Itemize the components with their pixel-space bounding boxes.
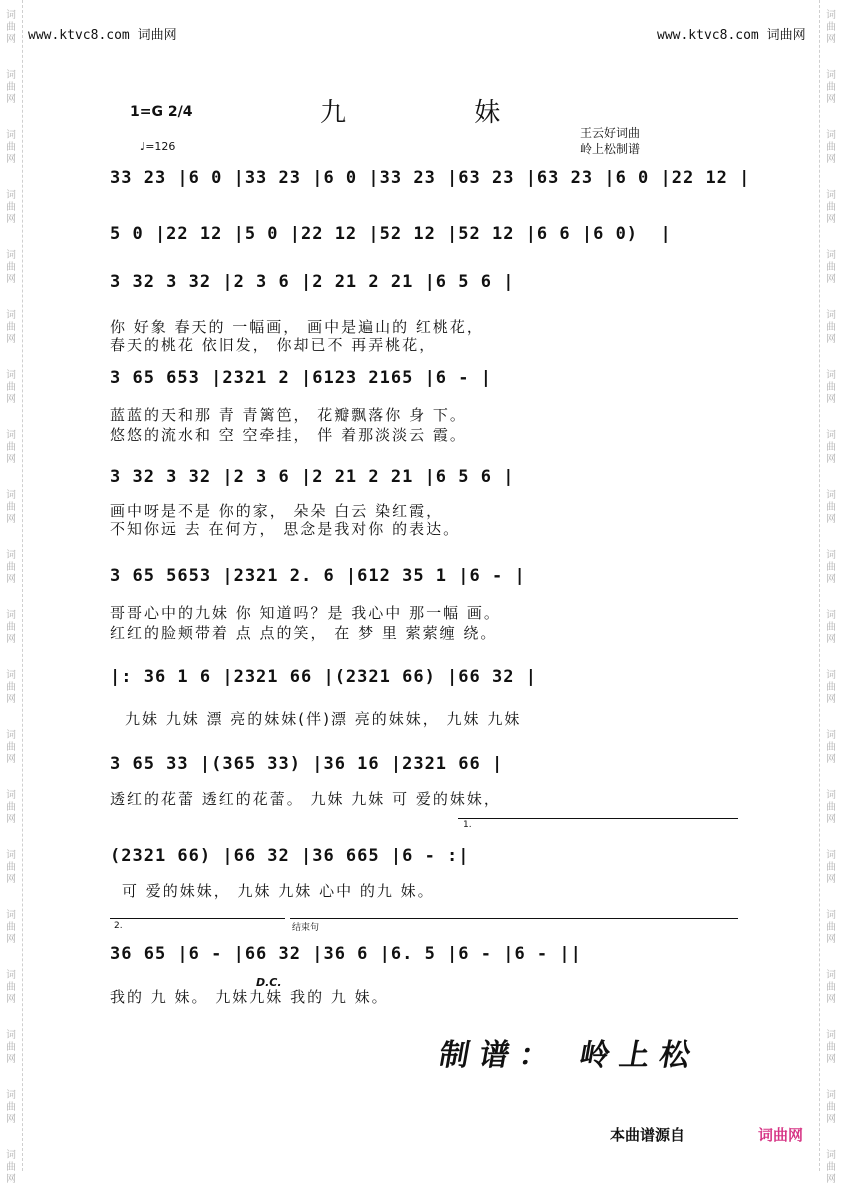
right-margin: [819, 0, 842, 1185]
side-watermark-char: 曲: [6, 922, 16, 933]
side-watermark-char: 网: [6, 94, 16, 105]
notation-row-5: |: 36 1 6 |2321 66 |(2321 66) |66 32 |: [110, 667, 537, 687]
side-watermark-char: 曲: [6, 442, 16, 453]
key-signature: 1=G 2/4: [130, 104, 193, 120]
side-watermark-char: 词: [6, 670, 16, 681]
credit-transcriber: 岭上松制谱: [580, 142, 641, 156]
side-watermark-char: 曲: [6, 802, 16, 813]
side-watermark-char: 曲: [6, 862, 16, 873]
side-watermark-char: 曲: [6, 1102, 16, 1113]
side-watermark-char: 词: [6, 70, 16, 81]
side-watermark-char: 词: [6, 1090, 16, 1101]
side-watermark-char: 词: [6, 790, 16, 801]
side-watermark-char: 曲: [826, 802, 836, 813]
side-watermark-char: 曲: [826, 742, 836, 753]
side-watermark-char: 网: [6, 394, 16, 405]
tempo-mark: ♩=126: [140, 140, 176, 153]
notation-intro-1: 33 23 |6 0 |33 23 |6 0 |33 23 |63 23 |63 23 |6 0 |22 12 |: [110, 168, 751, 188]
side-watermark-char: 词: [826, 1150, 836, 1161]
side-watermark-char: 曲: [826, 22, 836, 33]
side-watermark-char: 曲: [826, 1162, 836, 1173]
lyric-row-8: 我的 九 妹。 九妹九妹 我的 九 妹。: [110, 988, 389, 1006]
ending-label: 结束句: [292, 923, 320, 933]
side-watermark-char: 曲: [6, 322, 16, 333]
side-watermark-char: 网: [826, 514, 836, 525]
ending-bracket: [290, 918, 738, 919]
side-watermark-char: 网: [6, 754, 16, 765]
side-watermark-char: 网: [6, 874, 16, 885]
side-watermark-char: 曲: [826, 622, 836, 633]
side-watermark-char: 网: [826, 1054, 836, 1065]
side-watermark-char: 网: [6, 694, 16, 705]
lyric-row-5: 九妹 九妹 漂 亮的妹妹(伴)漂 亮的妹妹， 九妹 九妹: [125, 710, 522, 728]
side-watermark-char: 曲: [826, 502, 836, 513]
side-watermark-char: 词: [6, 190, 16, 201]
side-watermark-char: 曲: [826, 682, 836, 693]
lyric-row-2b: 悠悠的流水和 空 空牵挂， 伴 着那淡淡云 霞。: [110, 426, 467, 444]
side-watermark-char: 曲: [6, 622, 16, 633]
side-watermark-char: 网: [826, 274, 836, 285]
side-watermark-char: 词: [826, 1090, 836, 1101]
side-watermark-char: 曲: [826, 1042, 836, 1053]
side-watermark-char: 词: [826, 610, 836, 621]
side-watermark-char: 词: [826, 490, 836, 501]
side-watermark-char: 曲: [6, 742, 16, 753]
side-watermark-char: 网: [826, 94, 836, 105]
side-watermark-char: 网: [826, 34, 836, 45]
lyric-row-6: 透红的花蕾 透红的花蕾。 九妹 九妹 可 爱的妹妹，: [110, 790, 501, 808]
side-watermark-char: 词: [826, 310, 836, 321]
side-watermark-char: 曲: [6, 142, 16, 153]
side-watermark-char: 网: [826, 1174, 836, 1185]
lyric-row-4b: 红红的脸颊带着 点 点的笑， 在 梦 里 萦萦缠 绕。: [110, 624, 498, 642]
side-watermark-char: 词: [6, 910, 16, 921]
side-watermark-char: 词: [826, 70, 836, 81]
site-url-right[interactable]: www.ktvc8.com 词曲网: [657, 28, 806, 43]
side-watermark-char: 曲: [826, 202, 836, 213]
side-watermark-char: 词: [6, 970, 16, 981]
side-watermark-char: 网: [6, 214, 16, 225]
side-watermark-char: 词: [826, 550, 836, 561]
side-watermark-char: 网: [6, 334, 16, 345]
side-watermark-char: 网: [6, 274, 16, 285]
lyric-row-1b: 春天的桃花 依旧发， 你却已不 再弄桃花，: [110, 336, 437, 354]
side-watermark-char: 曲: [6, 82, 16, 93]
footer-source: 本曲谱源自: [610, 1126, 686, 1144]
side-watermark-char: 网: [6, 814, 16, 825]
side-watermark-char: 曲: [826, 442, 836, 453]
volta-2-bracket: [110, 918, 285, 919]
side-watermark-char: 网: [826, 394, 836, 405]
lyric-row-7: 可 爱的妹妹， 九妹 九妹 心中 的九 妹。: [122, 882, 435, 900]
side-watermark-char: 曲: [826, 262, 836, 273]
side-watermark-char: 曲: [6, 1162, 16, 1173]
side-watermark-char: 曲: [826, 322, 836, 333]
notation-row-1: 3 32 3 32 |2 3 6 |2 21 2 21 |6 5 6 |: [110, 272, 515, 292]
side-watermark-char: 曲: [6, 502, 16, 513]
side-watermark-char: 网: [6, 154, 16, 165]
transcriber-signature: 制谱： 岭上松: [436, 1038, 703, 1073]
song-title: 九 妹: [320, 98, 561, 128]
side-watermark-char: 网: [826, 154, 836, 165]
side-watermark-char: 词: [826, 250, 836, 261]
side-watermark-char: 曲: [826, 562, 836, 573]
side-watermark-char: 词: [6, 1030, 16, 1041]
side-watermark-char: 词: [6, 490, 16, 501]
side-watermark-char: 曲: [826, 142, 836, 153]
footer-brand-link[interactable]: 词曲网: [758, 1126, 804, 1144]
side-watermark-char: 词: [826, 730, 836, 741]
lyric-row-3b: 不知你远 去 在何方， 思念是我对你 的表达。: [110, 520, 461, 538]
side-watermark-char: 网: [6, 1174, 16, 1185]
side-watermark-char: 网: [6, 1114, 16, 1125]
side-watermark-char: 曲: [6, 202, 16, 213]
side-watermark-char: 曲: [6, 562, 16, 573]
volta-1-bracket: [458, 818, 738, 819]
lyric-row-2a: 蓝蓝的天和那 青 青篱笆， 花瓣飘落你 身 下。: [110, 406, 467, 424]
side-watermark-char: 网: [6, 574, 16, 585]
side-watermark-char: 网: [826, 754, 836, 765]
side-watermark-char: 网: [826, 994, 836, 1005]
volta-2-label: 2.: [114, 921, 123, 931]
side-watermark-char: 曲: [826, 862, 836, 873]
side-watermark-char: 网: [6, 514, 16, 525]
side-watermark-char: 网: [6, 994, 16, 1005]
side-watermark-char: 曲: [826, 1102, 836, 1113]
side-watermark-char: 网: [826, 454, 836, 465]
side-watermark-char: 词: [826, 910, 836, 921]
side-watermark-char: 曲: [6, 1042, 16, 1053]
side-watermark-char: 网: [826, 574, 836, 585]
notation-row-6: 3 65 33 |(365 33) |36 16 |2321 66 |: [110, 754, 504, 774]
side-watermark-char: 网: [6, 634, 16, 645]
notation-row-4: 3 65 5653 |2321 2. 6 |612 35 1 |6 - |: [110, 566, 526, 586]
side-watermark-char: 词: [6, 730, 16, 741]
side-watermark-char: 曲: [826, 982, 836, 993]
notation-row-8: 36 65 |6 - |66 32 |36 6 |6. 5 |6 - |6 - ||: [110, 944, 582, 964]
side-watermark-char: 词: [6, 250, 16, 261]
notation-row-7: (2321 66) |66 32 |36 665 |6 - :|: [110, 846, 470, 866]
side-watermark-char: 词: [6, 10, 16, 21]
side-watermark-char: 词: [6, 1150, 16, 1161]
side-watermark-char: 词: [6, 310, 16, 321]
lyric-row-4a: 哥哥心中的九妹 你 知道吗？是 我心中 那一幅 画。: [110, 604, 501, 622]
side-watermark-char: 网: [6, 1054, 16, 1065]
side-watermark-char: 曲: [6, 682, 16, 693]
side-watermark-char: 曲: [826, 82, 836, 93]
side-watermark-char: 词: [826, 1030, 836, 1041]
side-watermark-char: 词: [826, 130, 836, 141]
lyric-row-1a: 你 好象 春天的 一幅画， 画中是遍山的 红桃花，: [110, 318, 484, 336]
side-watermark-char: 词: [826, 190, 836, 201]
left-margin: [0, 0, 23, 1185]
side-watermark-char: 网: [826, 694, 836, 705]
side-watermark-char: 曲: [6, 22, 16, 33]
side-watermark-char: 词: [6, 610, 16, 621]
side-watermark-char: 曲: [6, 982, 16, 993]
side-watermark-char: 网: [6, 934, 16, 945]
side-watermark-char: 词: [826, 790, 836, 801]
side-watermark-char: 词: [826, 370, 836, 381]
credit-composer: 王云好词曲: [580, 126, 641, 140]
volta-1-label: 1.: [463, 820, 472, 830]
side-watermark-char: 词: [826, 430, 836, 441]
side-watermark-char: 曲: [826, 382, 836, 393]
side-watermark-char: 曲: [826, 922, 836, 933]
site-url-left[interactable]: www.ktvc8.com 词曲网: [28, 28, 177, 43]
side-watermark-char: 词: [826, 850, 836, 861]
da-capo-mark: D.C.: [256, 976, 282, 989]
side-watermark-char: 网: [826, 334, 836, 345]
side-watermark-char: 词: [6, 130, 16, 141]
side-watermark-char: 词: [6, 550, 16, 561]
side-watermark-char: 网: [826, 634, 836, 645]
side-watermark-char: 网: [6, 34, 16, 45]
side-watermark-char: 词: [826, 10, 836, 21]
side-watermark-char: 词: [6, 370, 16, 381]
side-watermark-char: 网: [826, 1114, 836, 1125]
notation-intro-2: 5 0 |22 12 |5 0 |22 12 |52 12 |52 12 |6 6 |6 0) |: [110, 224, 672, 244]
side-watermark-char: 网: [826, 934, 836, 945]
notation-row-3: 3 32 3 32 |2 3 6 |2 21 2 21 |6 5 6 |: [110, 467, 515, 487]
lyric-row-3a: 画中呀是不是 你的家， 朵朵 白云 染红霞，: [110, 502, 444, 520]
side-watermark-char: 词: [6, 850, 16, 861]
side-watermark-char: 曲: [6, 382, 16, 393]
side-watermark-char: 词: [826, 970, 836, 981]
side-watermark-char: 网: [826, 814, 836, 825]
side-watermark-char: 网: [6, 454, 16, 465]
side-watermark-char: 网: [826, 874, 836, 885]
side-watermark-char: 词: [826, 670, 836, 681]
notation-row-2: 3 65 653 |2321 2 |6123 2165 |6 - |: [110, 368, 492, 388]
side-watermark-char: 网: [826, 214, 836, 225]
side-watermark-char: 曲: [6, 262, 16, 273]
side-watermark-char: 词: [6, 430, 16, 441]
